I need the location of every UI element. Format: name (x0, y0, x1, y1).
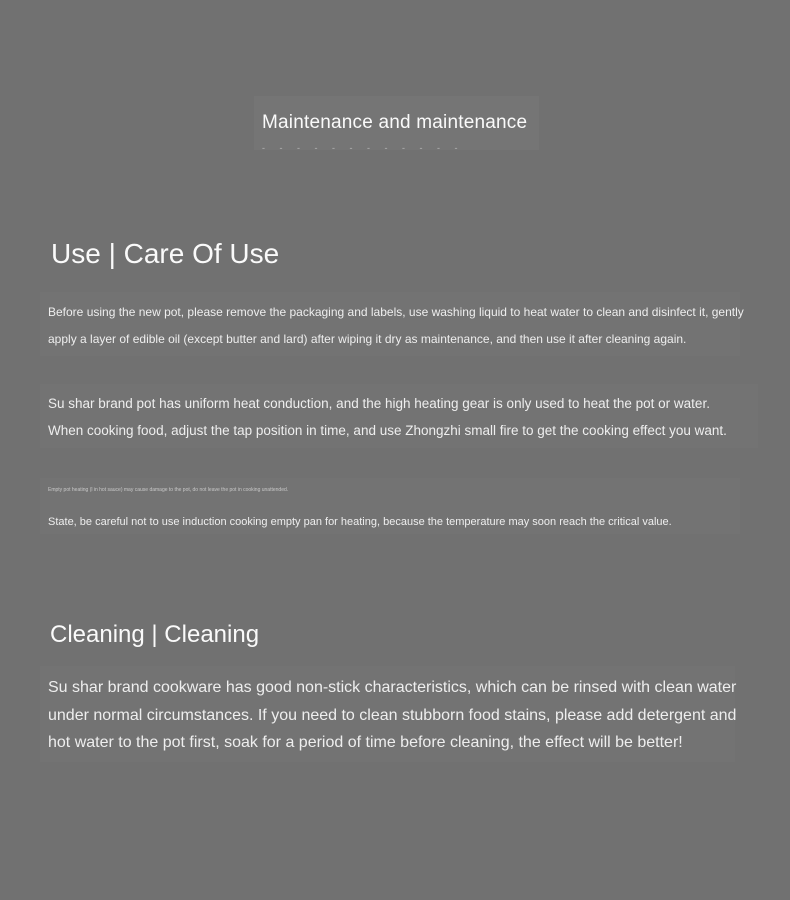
cleaning-paragraph: Su shar brand cookware has good non-stick characteristics, which can be rinsed with clean water under normal circumstances. If you need to clean stubborn food stains, please add detergent and hot water to the pot first, soak for a period of time before cleaning, the effect will be better! (48, 679, 737, 751)
page-title: Maintenance and maintenance (262, 112, 528, 133)
fine-print-note: Empty pot heating (l in hot sauce) may cause damage to the pot, do not leave the pot in cooking unattended. (48, 487, 289, 493)
use-section-title: Use | Care Of Use (51, 238, 280, 269)
use-paragraph-1: Before using the new pot, please remove the packaging and labels, use washing liquid to heat water to clean and disinfect it, gently apply a layer of edible oil (except butter and lard) after wiping it dry as maintenance, and then use it after cleaning again. (48, 305, 744, 346)
use-paragraph-2: Su shar brand pot has uniform heat conduction, and the high heating gear is only used to heat the pot or water. When cooking food, adjust the tap position in time, and use Zhongzhi small fire to get the cooking effect you want. (48, 396, 727, 438)
page-subtitle: - - - - - - - - - - - - (262, 143, 464, 153)
cleaning-section-title: Cleaning | Cleaning (50, 621, 260, 648)
use-paragraph-3: State, be careful not to use induction cooking empty pan for heating, because the temperature may soon reach the critical value. (48, 516, 672, 528)
